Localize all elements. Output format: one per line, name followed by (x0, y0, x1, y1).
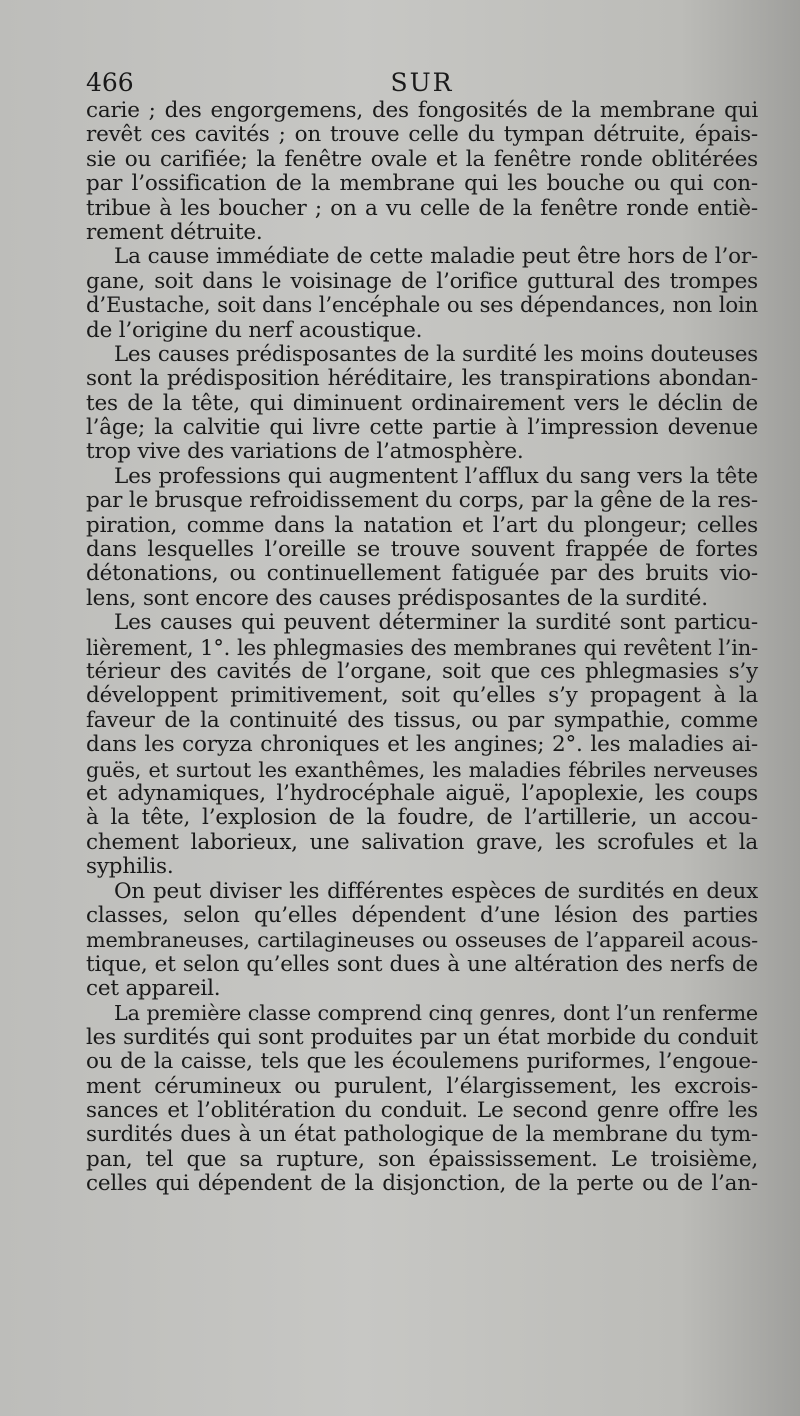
page-number: 466 (86, 68, 134, 97)
text-line: tique, et selon qu’elles sont dues à une altération des nerfs de (86, 951, 758, 977)
text-line: faveur de la continuité des tissus, ou par sympathie, comme (86, 707, 758, 733)
text-line: Les professions qui augmentent l’afflux du sang vers la tête (114, 463, 758, 489)
text-line: cet appareil. (86, 976, 221, 1002)
text-line: classes, selon qu’elles dépendent d’une lésion des parties (86, 902, 758, 928)
text-line: à la tête, l’explosion de la foudre, de l’artillerie, un accou- (86, 805, 758, 831)
text-line: tes de la tête, qui diminuent ordinairement vers le déclin de (86, 390, 758, 416)
text-line: développent primitivement, soit qu’elles s’y propagent à la (86, 683, 758, 709)
text-line: les surdités qui sont produites par un état morbide du conduit (86, 1024, 758, 1050)
text-line: carie ; des engorgemens, des fongosités de la membrane qui (86, 98, 758, 123)
text-line: dans lesquelles l’oreille se trouve souvent frappée de fortes (86, 537, 758, 563)
text-line: détonations, ou continuellement fatiguée par des bruits vio- (86, 561, 758, 587)
text-line: trop vive des variations de l’atmosphère. (86, 439, 524, 465)
text-line: La première classe comprend cinq genres, dont l’un renferme (114, 1001, 758, 1026)
text-line: gane, soit dans le voisinage de l’orifice guttural des trompes (86, 268, 758, 294)
text-line: par le brusque refroidissement du corps, par la gêne de la res- (86, 488, 758, 514)
page-header (86, 68, 758, 98)
text-line: guës, et surtout les exanthêmes, les maladies fébriles nerveuses (86, 757, 758, 782)
text-line: ment cérumineux ou purulent, l’élargissement, les excrois- (86, 1073, 758, 1099)
text-line: dans les coryza chroniques et les angines; 2°. les maladies ai- (86, 732, 758, 758)
body-text (86, 99, 758, 1197)
text-line: sances et l’oblitération du conduit. Le second genre offre les (86, 1098, 758, 1124)
text-line: revêt ces cavités ; on trouve celle du tympan détruite, épais- (86, 122, 758, 148)
text-line: ou de la caisse, tels que les écoulemens puriformes, l’engoue- (86, 1049, 758, 1075)
text-line: lens, sont encore des causes prédisposantes de la surdité. (86, 585, 708, 611)
running-head: SUR (390, 68, 454, 97)
text-line: Les causes prédisposantes de la surdité les moins douteuses (114, 341, 758, 367)
text-line: membraneuses, cartilagineuses ou osseuses de l’appareil acous- (86, 928, 758, 953)
text-line: et adynamiques, l’hydrocéphale aiguë, l’apoplexie, les coups (86, 780, 758, 806)
text-line: d’Eustache, soit dans l’encéphale ou ses dépendances, non loin (86, 293, 758, 319)
text-line: par l’ossification de la membrane qui les bouche ou qui con- (86, 171, 758, 197)
text-line: Les causes qui peuvent déterminer la surdité sont particu- (114, 610, 758, 636)
text-line: La cause immédiate de cette maladie peut être hors de l’or- (114, 244, 758, 270)
text-line: syphilis. (86, 854, 174, 880)
text-line: sie ou carifiée; la fenêtre ovale et la fenêtre ronde oblitérées (86, 146, 758, 172)
text-line: On peut diviser les différentes espèces de surdités en deux (114, 878, 758, 904)
text-line: de l’origine du nerf acoustique. (86, 317, 423, 343)
text-line: pan, tel que sa rupture, son épaississement. Le troisième, (86, 1146, 758, 1172)
text-line: térieur des cavités de l’organe, soit que ces phlegmasies s’y (86, 658, 758, 684)
text-line: tribue à les boucher ; on a vu celle de la fenêtre ronde entiè- (86, 195, 758, 221)
text-line: surdités dues à un état pathologique de la membrane du tym- (86, 1122, 758, 1148)
text-line: chement laborieux, une salivation grave, les scrofules et la (86, 829, 758, 855)
text-line: celles qui dépendent de la disjonction, de la perte ou de l’an- (86, 1171, 758, 1197)
text-line: lièrement, 1°. les phlegmasies des membranes qui revêtent l’in- (86, 635, 758, 660)
text-line: rement détruite. (86, 219, 263, 245)
text-line: sont la prédisposition héréditaire, les transpirations abondan- (86, 366, 758, 392)
text-line: piration, comme dans la natation et l’art du plongeur; celles (86, 512, 758, 538)
text-line: l’âge; la calvitie qui livre cette partie à l’impression devenue (86, 415, 758, 441)
